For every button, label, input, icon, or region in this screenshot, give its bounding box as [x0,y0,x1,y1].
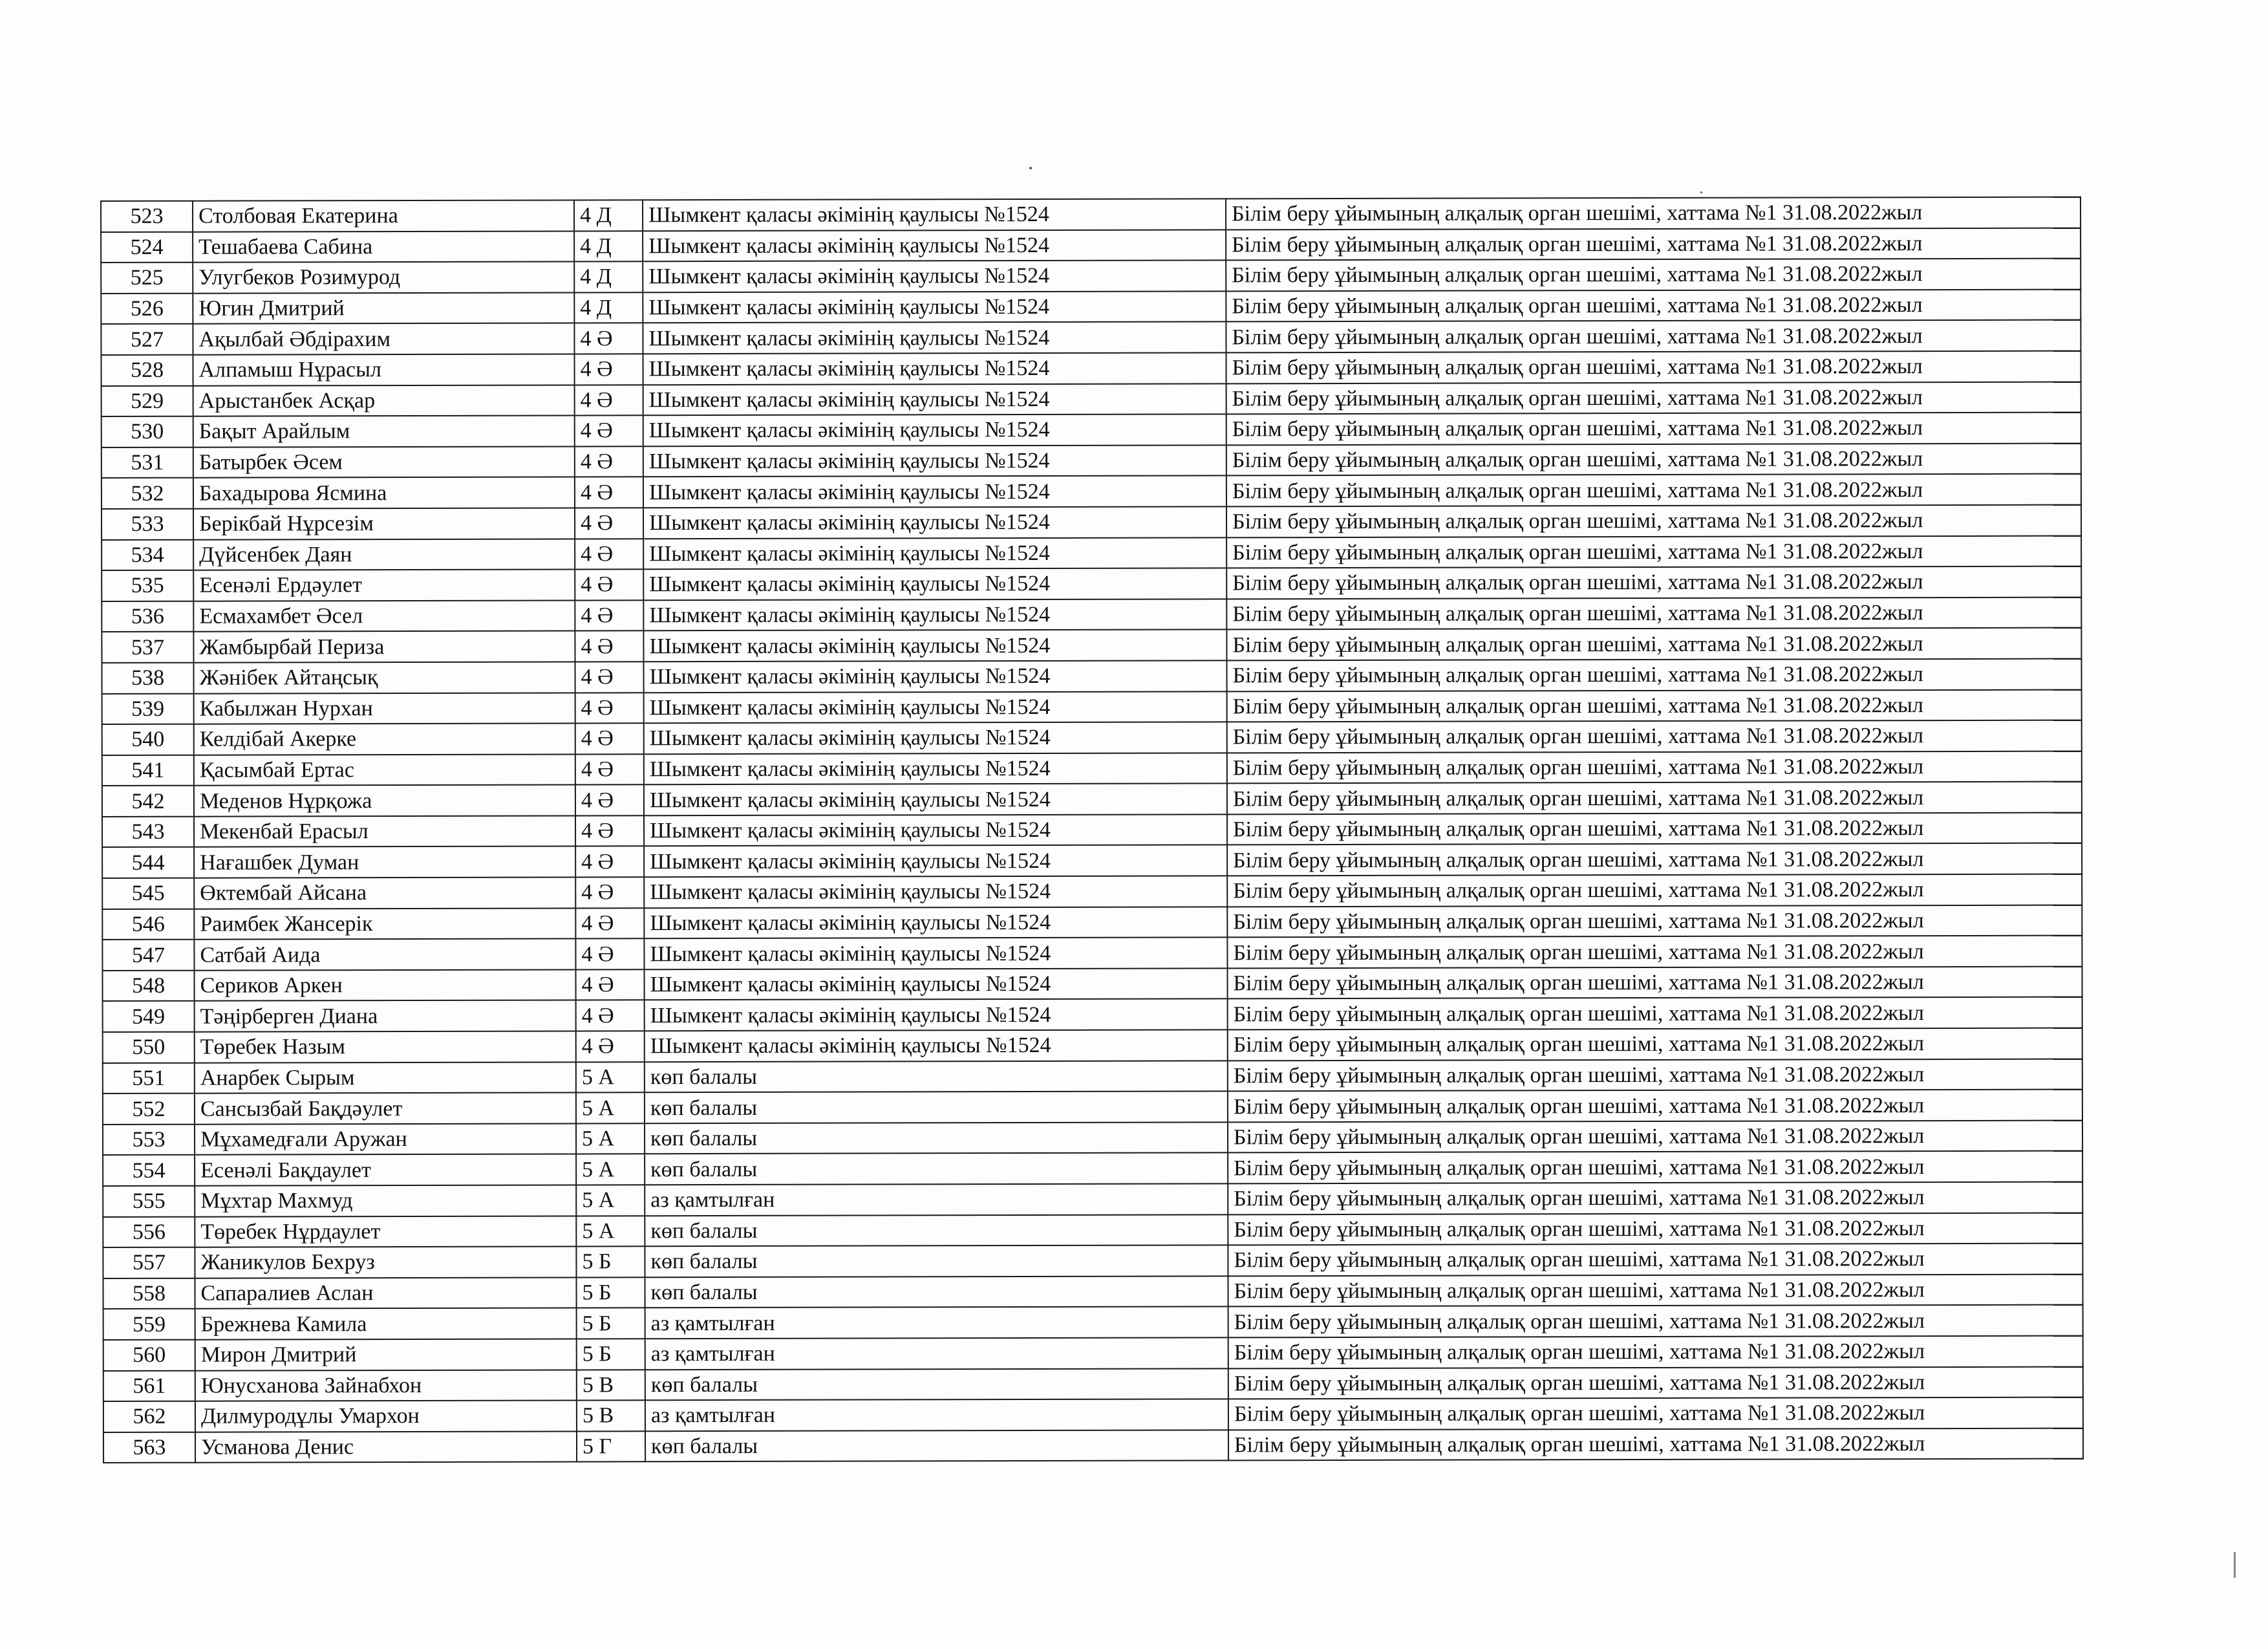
student-name-cell: Раимбек Жансерік [194,908,575,940]
decision-cell: Білім беру ұйымының алқалық орган шешімі, хаттама №1 31.08.2022жыл [1228,1274,2082,1306]
basis-cell: көп балалы [645,1214,1228,1246]
decision-cell: Білім беру ұйымының алқалық орган шешімі, хаттама №1 31.08.2022жыл [1226,289,2081,321]
decision-cell: Білім беру ұйымының алқалық орган шешімі, хаттама №1 31.08.2022жыл [1226,320,2081,352]
decision-cell: Білім беру ұйымының алқалық орган шешімі, хаттама №1 31.08.2022жыл [1226,505,2081,537]
table-row [103,1059,2082,1094]
student-name-cell: Өктембай Айсана [194,878,575,909]
class-cell: 4 Д [574,261,643,292]
scan-speck [2234,1552,2236,1578]
class-cell: 5 А [576,1123,645,1154]
row-number-cell: 539 [102,693,194,724]
decision-cell: Білім беру ұйымының алқалық орган шешімі, хаттама №1 31.08.2022жыл [1226,658,2081,691]
row-number-cell: 553 [103,1125,195,1156]
student-name-cell: Меденов Нұрқожа [194,785,575,817]
basis-cell: Шымкент қаласы әкімінің қаулысы №1524 [644,784,1227,815]
class-cell: 4 Ә [575,693,644,724]
basis-cell: Шымкент қаласы әкімінің қаулысы №1524 [644,691,1227,723]
class-cell: 5 В [577,1370,645,1401]
table-row [101,289,2081,324]
basis-cell: көп балалы [645,1122,1228,1154]
basis-cell: Шымкент қаласы әкімінің қаулысы №1524 [643,261,1226,292]
student-name-cell: Мұхтар Махмуд [195,1185,576,1216]
row-number-cell: 550 [103,1032,195,1063]
table-row [102,658,2081,693]
row-number-cell: 552 [103,1094,195,1125]
row-number-cell: 532 [102,478,193,509]
table-row [103,1305,2083,1340]
basis-cell: көп балалы [645,1245,1228,1277]
class-cell: 4 Ә [575,415,643,446]
student-name-cell: Батырбек Әсем [193,446,575,478]
row-number-cell: 562 [103,1401,195,1432]
row-number-cell: 548 [102,971,194,1002]
basis-cell: Шымкент қаласы әкімінің қаулысы №1524 [643,537,1226,569]
table-row [102,874,2082,909]
decision-cell: Білім беру ұйымының алқалық орган шешімі, хаттама №1 31.08.2022жыл [1228,1182,2082,1214]
class-cell: 5 В [577,1400,645,1431]
row-number-cell: 534 [102,539,193,570]
basis-cell: Шымкент қаласы әкімінің қаулысы №1524 [644,938,1227,969]
decision-cell: Білім беру ұйымының алқалық орган шешімі, хаттама №1 31.08.2022жыл [1227,905,2082,937]
decision-cell: Білім беру ұйымының алқалық орган шешімі, хаттама №1 31.08.2022жыл [1226,259,2081,291]
table-row [101,197,2081,232]
basis-cell: аз қамтылған [645,1399,1228,1431]
class-cell: 4 Ә [575,508,643,539]
class-cell: 4 Ә [575,569,643,600]
table-row [102,443,2081,478]
table-row [103,1366,2083,1401]
decision-cell: Білім беру ұйымының алқалық орган шешімі, хаттама №1 31.08.2022жыл [1227,689,2082,722]
table-row [103,1090,2082,1125]
row-number-cell: 555 [103,1186,195,1217]
class-cell: 4 Ә [575,631,643,662]
row-number-cell: 545 [102,878,194,909]
class-cell: 5 А [576,1185,645,1216]
decision-cell: Білім беру ұйымының алқалық орган шешімі, хаттама №1 31.08.2022жыл [1226,535,2081,568]
class-cell: 4 Ә [575,938,644,969]
student-name-cell: Есмахамбет Әсел [193,600,575,632]
student-name-cell: Югин Дмитрий [193,292,574,324]
row-number-cell: 556 [103,1216,195,1247]
student-name-cell: Мұхамедғали Аружан [195,1123,576,1155]
row-number-cell: 533 [102,509,193,540]
table-row [102,812,2082,847]
class-cell: 5 А [576,1216,645,1247]
class-cell: 4 Ә [575,754,644,785]
basis-cell: Шымкент қаласы әкімінің қаулысы №1524 [643,506,1226,538]
decision-cell: Білім беру ұйымының алқалық орган шешімі, хаттама №1 31.08.2022жыл [1227,843,2082,876]
student-name-cell: Сериков Аркен [194,969,575,1001]
row-number-cell: 551 [103,1062,195,1094]
table-row [103,1028,2082,1063]
row-number-cell: 549 [103,1001,195,1032]
basis-cell: аз қамтылған [645,1183,1228,1215]
row-number-cell: 530 [102,416,193,447]
table-row [103,1120,2082,1155]
decision-cell: Білім беру ұйымының алқалық орган шешімі, хаттама №1 31.08.2022жыл [1227,874,2082,907]
student-name-cell: Есенәлі Бақдаулет [195,1154,576,1186]
basis-cell: көп балалы [645,1368,1228,1400]
basis-cell: Шымкент қаласы әкімінің қаулысы №1524 [643,415,1226,446]
row-number-cell: 541 [102,755,194,786]
table-row [102,936,2082,971]
decision-cell: Білім беру ұйымының алқалық орган шешімі, хаттама №1 31.08.2022жыл [1226,474,2081,506]
decision-cell: Білім беру ұйымының алқалық орган шешімі, хаттама №1 31.08.2022жыл [1227,812,2082,845]
table-row [102,689,2082,724]
class-cell: 4 Ә [575,477,643,508]
basis-cell: Шымкент қаласы әкімінің қаулысы №1524 [645,999,1228,1031]
table-row [102,597,2081,632]
table-row [102,413,2081,447]
basis-cell: Шымкент қаласы әкімінің қаулысы №1524 [645,1029,1228,1061]
decision-cell: Білім беру ұйымының алқалық орган шешімі, хаттама №1 31.08.2022жыл [1228,1305,2083,1337]
class-cell: 5 Б [577,1339,645,1370]
basis-cell: аз қамтылған [645,1337,1228,1369]
student-name-cell: Дилмуродұлы Умархон [195,1401,577,1432]
class-cell: 5 А [576,1062,645,1093]
basis-cell: Шымкент қаласы әкімінің қаулысы №1524 [643,199,1226,230]
class-cell: 4 Ә [574,354,643,385]
decision-cell: Білім беру ұйымының алқалық орган шешімі, хаттама №1 31.08.2022жыл [1226,413,2081,445]
basis-cell: Шымкент қаласы әкімінің қаулысы №1524 [643,383,1226,415]
student-name-cell: Усманова Денис [195,1431,577,1463]
student-name-cell: Ақылбай Әбдірахим [193,323,574,355]
decision-cell: Білім беру ұйымының алқалық орган шешімі, хаттама №1 31.08.2022жыл [1228,1397,2083,1430]
decision-cell: Білім беру ұйымының алқалық орган шешімі, хаттама №1 31.08.2022жыл [1228,1151,2082,1183]
basis-cell: Шымкент қаласы әкімінің қаулысы №1524 [643,445,1226,477]
basis-cell: Шымкент қаласы әкімінің қаулысы №1524 [644,753,1227,784]
basis-cell: Шымкент қаласы әкімінің қаулысы №1524 [643,660,1226,692]
table-row [102,474,2081,509]
row-number-cell: 560 [103,1340,195,1371]
student-name-cell: Тешабаева Сабина [193,231,574,263]
basis-cell: көп балалы [645,1153,1228,1185]
row-number-cell: 559 [103,1309,195,1340]
decision-cell: Білім беру ұйымының алқалық орган шешімі, хаттама №1 31.08.2022жыл [1228,1212,2082,1245]
row-number-cell: 547 [102,940,194,971]
decision-cell: Білім беру ұйымының алқалық орган шешімі, хаттама №1 31.08.2022жыл [1227,936,2082,968]
student-name-cell: Есенәлі Ердәулет [193,570,575,601]
class-cell: 4 Ә [575,539,643,570]
table-row [101,228,2081,263]
class-cell: 4 Ә [575,846,644,878]
student-name-cell: Нағашбек Думан [194,846,575,878]
basis-cell: Шымкент қаласы әкімінің қаулысы №1524 [644,722,1227,753]
class-cell: 4 Ә [575,785,644,816]
basis-cell: көп балалы [645,1276,1228,1308]
table-row [103,1428,2083,1463]
student-name-cell: Сатбай Аида [194,939,575,971]
row-number-cell: 546 [102,909,194,940]
class-cell: 4 Ә [576,1031,645,1062]
class-cell: 4 Ә [575,815,644,846]
decision-cell: Білім беру ұйымының алқалық орган шешімі, хаттама №1 31.08.2022жыл [1226,197,2081,230]
table-row [102,628,2081,663]
row-number-cell: 531 [102,447,193,478]
basis-cell: Шымкент қаласы әкімінің қаулысы №1524 [643,352,1226,384]
student-name-cell: Бақыт Арайлым [193,416,575,447]
student-name-cell: Жамбырбай Периза [193,631,575,663]
student-name-cell: Кабылжан Нурхан [194,693,575,724]
student-name-cell: Келдібай Акерке [194,724,575,755]
table-row [102,566,2081,601]
class-cell: 5 Б [576,1277,645,1308]
decision-cell: Білім беру ұйымының алқалық орган шешімі, хаттама №1 31.08.2022жыл [1226,382,2081,414]
student-name-cell: Берікбай Нұрсезім [193,508,575,539]
table-row [102,382,2081,416]
student-name-cell: Алпамыш Нұрасыл [193,354,575,385]
row-number-cell: 528 [102,355,193,386]
basis-cell: көп балалы [645,1061,1228,1092]
basis-cell: Шымкент қаласы әкімінің қаулысы №1524 [643,322,1226,354]
decision-cell: Білім беру ұйымының алқалық орган шешімі, хаттама №1 31.08.2022жыл [1228,997,2082,1029]
student-name-cell: Тәңірберген Диана [195,1000,576,1032]
class-cell: 4 Ә [575,908,644,939]
table-row [103,1397,2083,1432]
student-name-cell: Арыстанбек Асқар [193,385,575,416]
row-number-cell: 524 [101,232,193,263]
class-cell: 4 Ә [575,600,643,631]
table-row [102,751,2082,786]
class-cell: 5 Б [577,1308,645,1339]
class-cell: 4 Ә [576,1000,645,1031]
student-name-cell: Сапаралиев Аслан [195,1277,576,1309]
student-name-cell: Брежнева Камила [195,1308,577,1340]
basis-cell: Шымкент қаласы әкімінің қаулысы №1524 [643,476,1226,508]
decision-cell: Білім беру ұйымының алқалық орган шешімі, хаттама №1 31.08.2022жыл [1227,782,2082,814]
class-cell: 4 Д [574,231,643,262]
class-cell: 4 Ә [575,446,643,477]
table-row [102,720,2082,755]
decision-cell: Білім беру ұйымының алқалық орган шешімі, хаттама №1 31.08.2022жыл [1226,628,2081,660]
table-row [103,1244,2082,1278]
decision-cell: Білім беру ұйымының алқалық орган шешімі, хаттама №1 31.08.2022жыл [1227,966,2082,998]
basis-cell: Шымкент қаласы әкімінің қаулысы №1524 [643,291,1226,323]
row-number-cell: 527 [101,324,193,355]
basis-cell: аз қамтылған [645,1307,1228,1339]
table-row [102,535,2081,570]
row-number-cell: 537 [102,632,193,663]
student-name-cell: Төребек Назым [195,1031,576,1062]
row-number-cell: 540 [102,724,194,755]
class-cell: 4 Ә [575,723,644,754]
decision-cell: Білім беру ұйымының алқалық орган шешімі, хаттама №1 31.08.2022жыл [1228,1090,2082,1122]
decision-cell: Білім беру ұйымының алқалық орган шешімі, хаттама №1 31.08.2022жыл [1228,1428,2083,1460]
student-name-cell: Төребек Нұрдаулет [195,1216,576,1247]
class-cell: 4 Ә [574,323,643,354]
class-cell: 5 Г [577,1431,645,1462]
decision-cell: Білім беру ұйымының алқалық орган шешімі, хаттама №1 31.08.2022жыл [1226,443,2081,475]
table-row [103,997,2082,1032]
decision-cell: Білім беру ұйымының алқалық орган шешімі, хаттама №1 31.08.2022жыл [1226,351,2081,383]
student-name-cell: Анарбек Сырым [195,1062,576,1094]
class-cell: 5 А [576,1154,645,1185]
basis-cell: Шымкент қаласы әкімінің қаулысы №1524 [643,230,1226,261]
decision-cell: Білім беру ұйымының алқалық орган шешімі, хаттама №1 31.08.2022жыл [1228,1028,2082,1061]
decision-cell: Білім беру ұйымының алқалық орган шешімі, хаттама №1 31.08.2022жыл [1228,1059,2082,1091]
basis-cell: Шымкент қаласы әкімінің қаулысы №1524 [644,907,1227,938]
table-row [102,966,2082,1001]
student-name-cell: Сансызбай Бақдәулет [195,1093,576,1125]
row-number-cell: 535 [102,570,193,601]
row-number-cell: 525 [101,263,193,294]
scan-speck [1700,191,1702,193]
table-row [103,1182,2082,1217]
class-cell: 4 Д [574,200,643,231]
student-name-cell: Мекенбай Ерасыл [194,815,575,847]
student-name-cell: Жәнібек Айтаңсық [193,662,575,693]
table-row [102,843,2082,878]
basis-cell: Шымкент қаласы әкімінің қаулысы №1524 [643,630,1226,662]
student-name-cell: Қасымбай Ертас [194,754,575,786]
decision-cell: Білім беру ұйымының алқалық орган шешімі, хаттама №1 31.08.2022жыл [1228,1120,2082,1152]
row-number-cell: 557 [103,1247,195,1278]
basis-cell: көп балалы [645,1430,1228,1461]
student-name-cell: Бахадырова Ясмина [193,477,575,509]
basis-cell: Шымкент қаласы әкімінің қаулысы №1524 [644,876,1227,907]
basis-cell: Шымкент қаласы әкімінің қаулысы №1524 [643,568,1226,599]
basis-cell: көп балалы [645,1092,1228,1123]
student-name-cell: Столбовая Екатерина [193,200,574,232]
decision-cell: Білім беру ұйымының алқалық орган шешімі, хаттама №1 31.08.2022жыл [1228,1244,2082,1276]
table-row [102,505,2081,540]
class-cell: 4 Ә [575,662,643,693]
row-number-cell: 543 [102,817,194,848]
student-name-cell: Мирон Дмитрий [195,1339,577,1370]
decision-cell: Білім беру ұйымының алқалық орган шешімі, хаттама №1 31.08.2022жыл [1226,597,2081,629]
class-cell: 4 Ә [575,385,643,416]
class-cell: 4 Ә [575,877,644,908]
scan-speck [1029,167,1032,169]
table-row [101,320,2081,355]
student-name-cell: Дүйсенбек Даян [193,539,575,570]
student-name-cell: Юнусханова Зайнабхон [195,1370,577,1401]
basis-cell: Шымкент қаласы әкімінің қаулысы №1524 [644,845,1227,877]
row-number-cell: 536 [102,601,193,632]
decision-cell: Білім беру ұйымының алқалық орган шешімі, хаттама №1 31.08.2022жыл [1227,751,2082,783]
row-number-cell: 523 [101,201,193,232]
decision-cell: Білім беру ұйымының алқалық орган шешімі, хаттама №1 31.08.2022жыл [1228,1336,2083,1368]
students-table [100,197,2084,1464]
row-number-cell: 544 [102,847,194,878]
row-number-cell: 554 [103,1155,195,1186]
decision-cell: Білім беру ұйымының алқалық орган шешімі, хаттама №1 31.08.2022жыл [1226,566,2081,599]
row-number-cell: 563 [103,1432,195,1463]
table-row [103,1336,2083,1371]
row-number-cell: 529 [102,385,193,416]
decision-cell: Білім беру ұйымының алқалық орган шешімі, хаттама №1 31.08.2022жыл [1227,720,2082,753]
row-number-cell: 561 [103,1370,195,1401]
table-row [101,259,2081,294]
table-row [103,1151,2082,1186]
decision-cell: Білім беру ұйымының алқалық орган шешімі, хаттама №1 31.08.2022жыл [1228,1366,2083,1399]
students-table-body [101,197,2083,1463]
basis-cell: Шымкент қаласы әкімінің қаулысы №1524 [643,599,1226,630]
table-row [103,1212,2082,1247]
decision-cell: Білім беру ұйымының алқалық орган шешімі, хаттама №1 31.08.2022жыл [1226,228,2081,260]
table-row [102,351,2081,386]
class-cell: 5 Б [576,1246,645,1277]
basis-cell: Шымкент қаласы әкімінің қаулысы №1524 [644,968,1227,1000]
class-cell: 4 Ә [575,969,644,1000]
class-cell: 5 А [576,1092,645,1123]
table-row [102,782,2082,817]
row-number-cell: 558 [103,1278,195,1309]
table-row [102,905,2082,940]
student-name-cell: Жаникулов Бехруз [195,1247,576,1278]
row-number-cell: 538 [102,663,193,694]
row-number-cell: 542 [102,786,194,817]
row-number-cell: 526 [101,293,193,324]
table-row [103,1274,2082,1309]
class-cell: 4 Д [574,292,643,323]
basis-cell: Шымкент қаласы әкімінің қаулысы №1524 [644,814,1227,846]
student-name-cell: Улугбеков Розимурод [193,262,574,294]
